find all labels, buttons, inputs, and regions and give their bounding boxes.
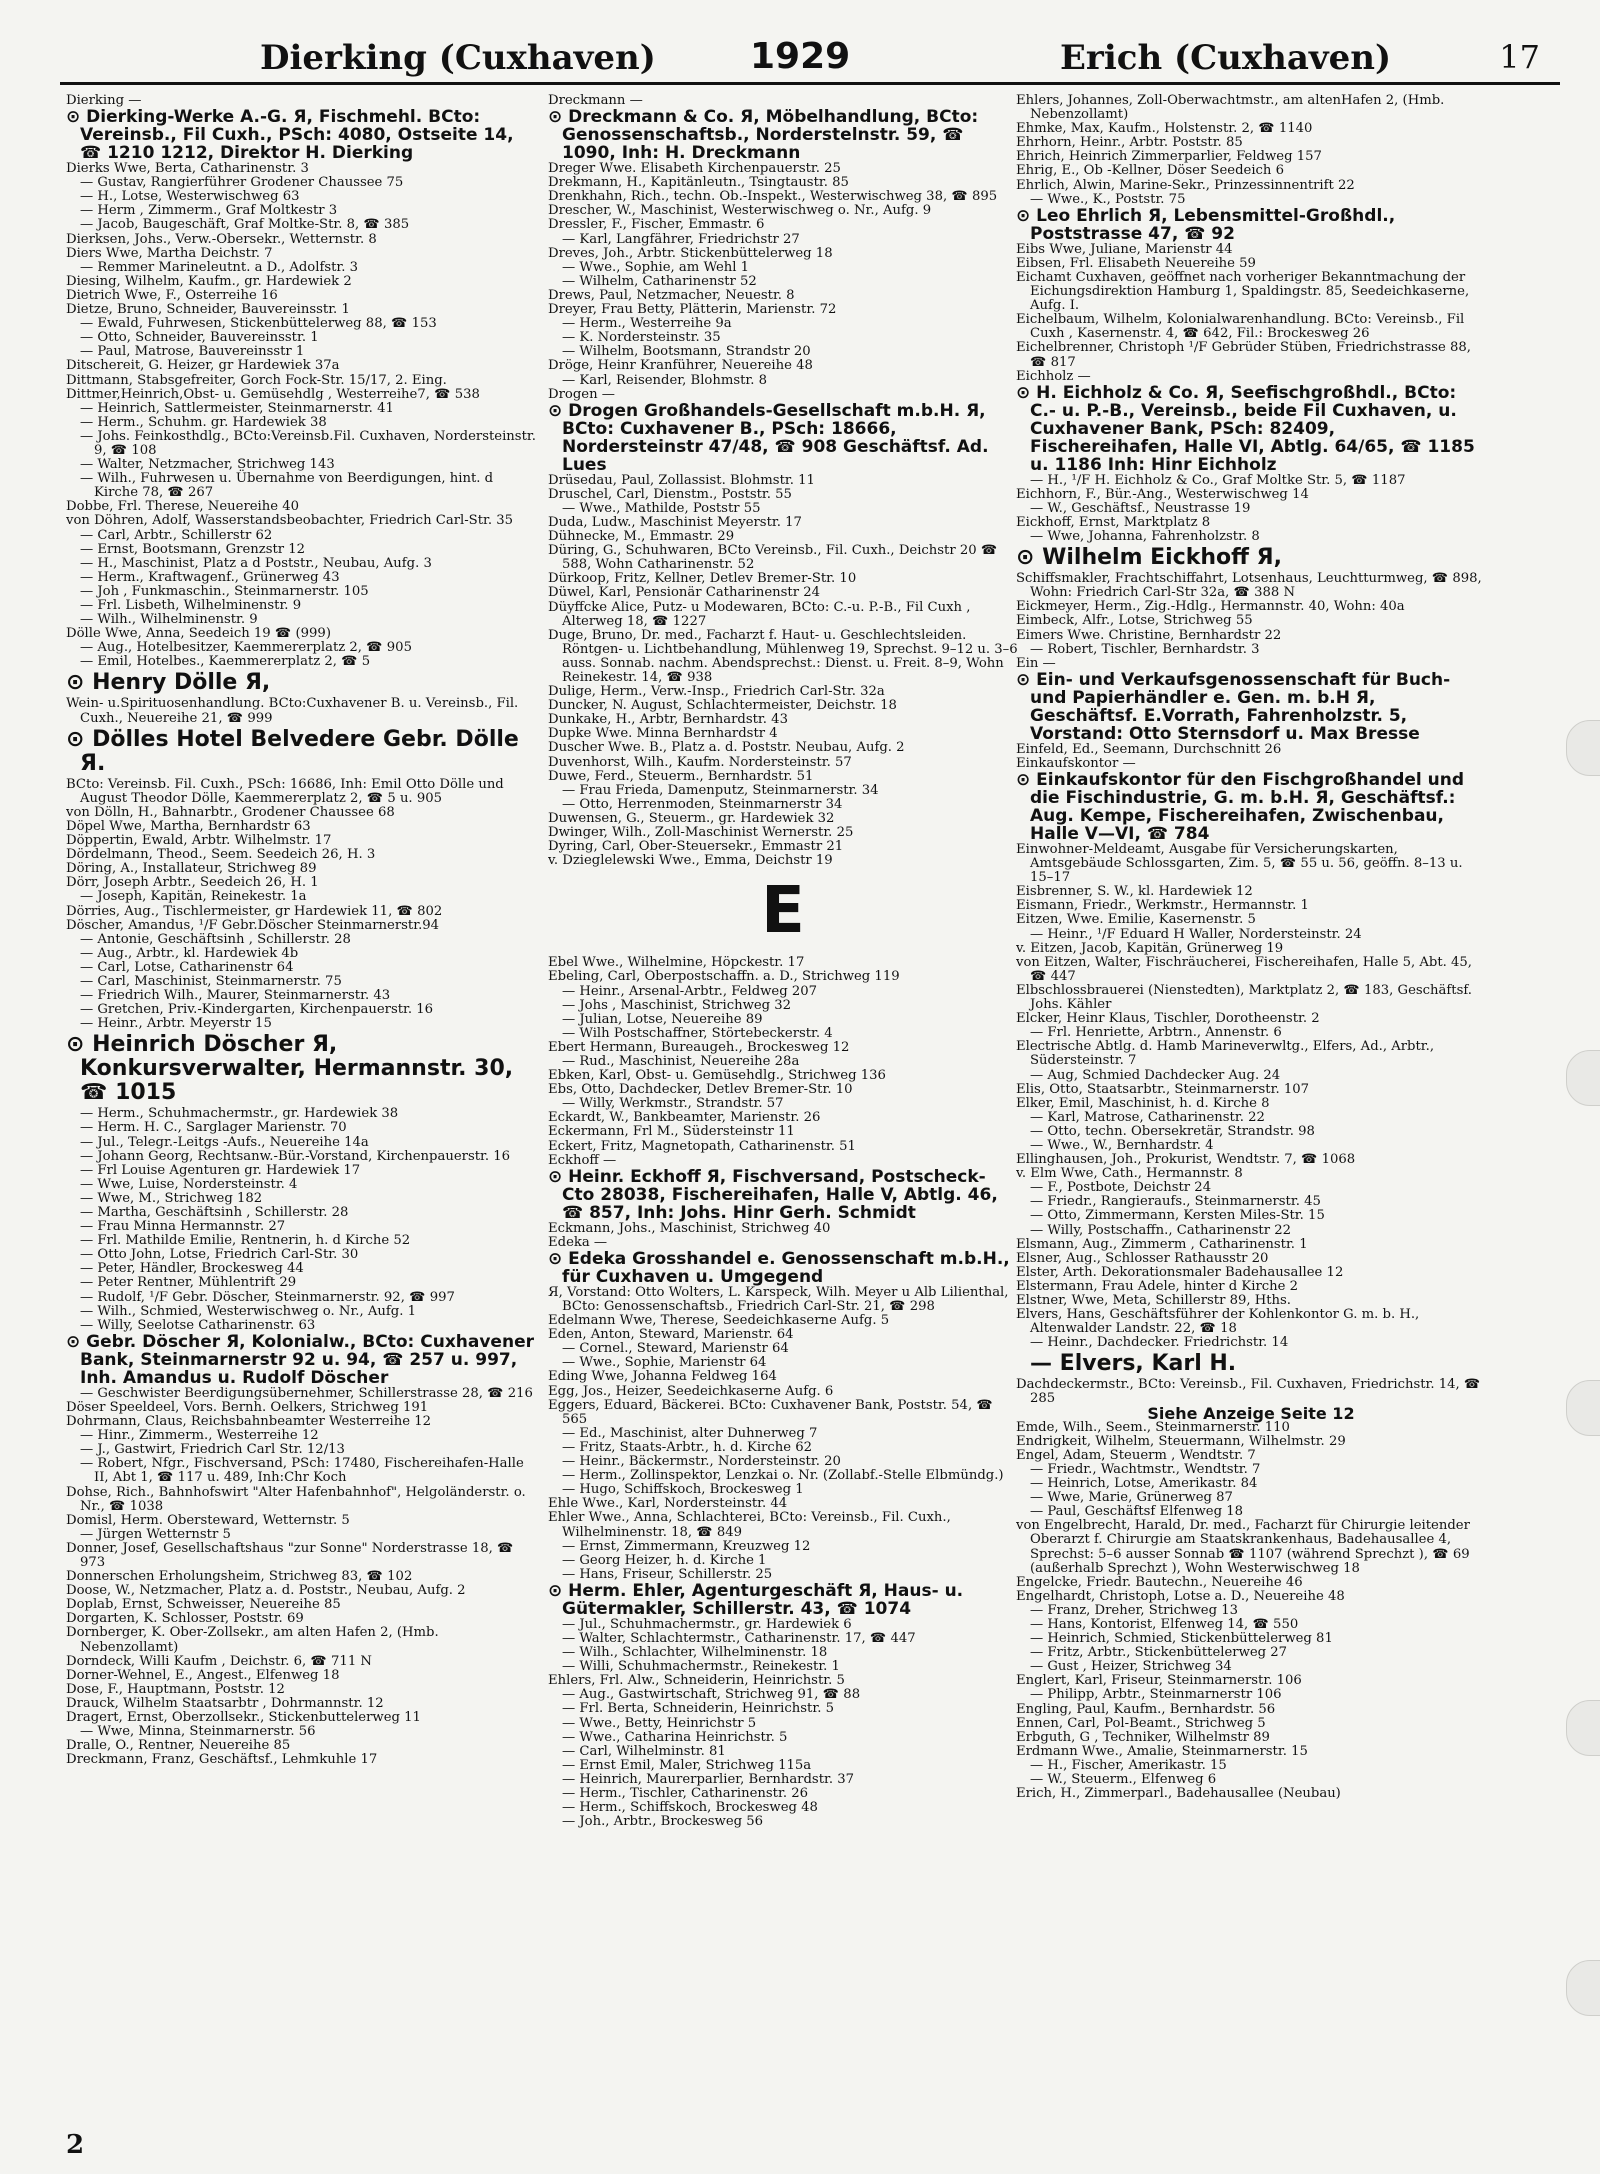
directory-entry: Dühnecke, M., Emmastr. 29 xyxy=(548,529,735,545)
directory-entry: — Carl, Lotse, Catharinenstr 64 xyxy=(80,959,294,975)
directory-entry: Ehmke, Max, Kaufm., Holstenstr. 2, ☎ 1140 xyxy=(1016,121,1313,137)
directory-entry: — Wwe, Johanna, Fahrenholzstr. 8 xyxy=(1030,529,1260,545)
directory-entry: Drauck, Wilhelm Staatsarbtr , Dohrmannstr. 12 xyxy=(66,1695,384,1711)
directory-entry: Dorgarten, K. Schlosser, Poststr. 69 xyxy=(66,1611,304,1627)
directory-entry: — Frl. Berta, Schneiderin, Heinrichstr. 5 xyxy=(562,1701,834,1717)
directory-entry: ⊙ Ein- und Verkaufsgenossenschaft für Buch- und Papierhändler e. Gen. m. b.H Я, Geschäftsf. E.Vorrath, Fahrenholzstr. 5, Vorstand: Otto Sternsdorf u. Max Bresse xyxy=(1016,669,1451,744)
directory-entry: — Fritz, Arbtr., Stickenbüttelerweg 27 xyxy=(1030,1645,1288,1661)
directory-entry: Doplab, Ernst, Schweisser, Neuereihe 85 xyxy=(66,1597,341,1613)
directory-entry: Eitzen, Wwe. Emilie, Kasernenstr. 5 xyxy=(1016,912,1256,928)
directory-entry: — Willi, Schuhmachermstr., Reinekestr. 1 xyxy=(562,1659,840,1675)
directory-entry: — Friedrich Wilh., Maurer, Steinmarnerstr. 43 xyxy=(80,988,391,1004)
directory-entry: — Aug., Gastwirtschaft, Strichweg 91, ☎ 88 xyxy=(562,1687,861,1703)
directory-entry: — Philipp, Arbtr., Steinmarnerstr 106 xyxy=(1030,1687,1282,1703)
directory-entry: Dörr, Joseph Arbtr., Seedeich 26, H. 1 xyxy=(66,875,319,891)
directory-entry: Eickhoff, Ernst, Marktplatz 8 xyxy=(1016,514,1211,530)
directory-entry: — Karl, Langfährer, Friedrichstr 27 xyxy=(562,231,800,247)
directory-entry: — Carl, Arbtr., Schillerstr 62 xyxy=(80,527,273,543)
page-number: 17 xyxy=(1499,38,1540,76)
directory-entry: — Wwe, Luise, Nordersteinstr. 4 xyxy=(80,1176,298,1192)
directory-entry: — H., ¹/F H. Eichholz & Co., Graf Moltke Str. 5, ☎ 1187 xyxy=(1030,472,1406,488)
directory-entry: — Ewald, Fuhrwesen, Stickenbüttelerweg 88, ☎ 153 xyxy=(80,316,437,332)
directory-entry: — Heinrich, Maurerparlier, Bernhardstr. 37 xyxy=(562,1771,855,1787)
directory-entry: — Peter, Händler, Brockesweg 44 xyxy=(80,1261,304,1277)
directory-entry: Dornberger, K. Ober-Zollsekr., am alten Hafen 2, (Hmb. Nebenzollamt) xyxy=(66,1625,439,1655)
directory-entry: ⊙ Herm. Ehler, Agenturgeschäft Я, Haus- u. Gütermakler, Schillerstr. 43, ☎ 1074 xyxy=(548,1580,964,1619)
directory-entry: — Herm., Zollinspektor, Lenzkai o. Nr. (Zollabf.-Stelle Elbmündg.) xyxy=(562,1468,1004,1484)
directory-entry: Ebeling, Carl, Oberpostschaffn. a. D., Strichweg 119 xyxy=(548,969,900,985)
directory-entry: — Wwe., Mathilde, Poststr 55 xyxy=(562,500,761,516)
directory-entry: — Paul, Geschäftsf Elfenweg 18 xyxy=(1030,1504,1244,1520)
directory-entry: Dörries, Aug., Tischlermeister, gr Hardewiek 11, ☎ 802 xyxy=(66,903,443,919)
directory-entry: — Franz, Dreher, Strichweg 13 xyxy=(1030,1602,1238,1618)
directory-entry: — Peter Rentner, Mühlentrift 29 xyxy=(80,1275,297,1291)
directory-entry: Eichelbaum, Wilhelm, Kolonialwarenhandlung. BCto: Vereinsb., Fil Cuxh , Kasernenstr. 4, ☎ 642, Fil.: Brockesweg 26 xyxy=(1016,312,1465,342)
directory-entry: — Herm., Westerreihe 9a xyxy=(562,316,732,332)
directory-entry: — Fritz, Staats-Arbtr., h. d. Kirche 62 xyxy=(562,1439,812,1455)
directory-entry: Drekmann, H., Kapitänleutn., Tsingtaustr. 85 xyxy=(548,175,849,191)
directory-entry: Dohse, Rich., Bahnhofswirt "Alter Hafenbahnhof", Helgoländerstr. o. Nr., ☎ 1038 xyxy=(66,1484,526,1514)
directory-entry: — Wilhelm, Catharinenstr 52 xyxy=(562,273,757,289)
directory-entry: — Otto, Zimmermann, Kersten Miles-Str. 15 xyxy=(1030,1208,1325,1224)
directory-entry: — Herm. H. C., Sarglager Marienstr. 70 xyxy=(80,1120,347,1136)
directory-entry: — Karl, Reisender, Blohmstr. 8 xyxy=(562,372,768,388)
directory-entry: — Aug., Arbtr., kl. Hardewiek 4b xyxy=(80,945,299,961)
directory-entry: Eckmann, Johs., Maschinist, Strichweg 40 xyxy=(548,1220,831,1236)
directory-entry: — Heinrich, Schmied, Stickenbüttelerweg 81 xyxy=(1030,1631,1333,1647)
directory-entry: Döser Speeldeel, Vors. Bernh. Oelkers, Strichweg 191 xyxy=(66,1399,429,1415)
directory-entry: Elis, Otto, Staatsarbtr., Steinmarnerstr. 107 xyxy=(1016,1081,1310,1097)
directory-entry: — Heinrich, Sattlermeister, Steinmarnerstr. 41 xyxy=(80,400,394,416)
directory-entry: ⊙ Gebr. Döscher Я, Kolonialw., BCto: Cuxhavener Bank, Steinmarnerstr 92 u. 94, ☎ 257 u. 997, Inh. Amandus u. Rudolf Döscher xyxy=(66,1331,534,1388)
directory-entry: — Herm., Schuhmachermstr., gr. Hardewiek 38 xyxy=(80,1106,399,1122)
directory-entry: — Frau Minna Hermannstr. 27 xyxy=(80,1219,286,1235)
directory-entry: Eckert, Fritz, Magnetopath, Catharinenstr. 51 xyxy=(548,1138,856,1154)
directory-entry: v. Dzieglelewski Wwe., Emma, Deichstr 19 xyxy=(548,853,833,869)
directory-entry: — Wwe, Marie, Grünerweg 87 xyxy=(1030,1490,1233,1506)
directory-entry: Düring, G., Schuhwaren, BCto Vereinsb., Fil. Cuxh., Deichstr 20 ☎ 588, Wohn Catharinenstr. 52 xyxy=(548,543,998,573)
directory-entry: — Otto, Schneider, Bauvereinsstr. 1 xyxy=(80,330,319,346)
directory-entry: Duwensen, G., Steuerm., gr. Hardewiek 32 xyxy=(548,810,835,826)
directory-entry: — Wilh., Schlachter, Wilhelminenstr. 18 xyxy=(562,1645,828,1661)
directory-entry: Ebken, Karl, Obst- u. Gemüsehdlg., Strichweg 136 xyxy=(548,1068,886,1084)
directory-entry: Eichhorn, F., Bür.-Ang., Westerwischweg 14 xyxy=(1016,486,1309,502)
directory-entry: — Ernst, Zimmermann, Kreuzweg 12 xyxy=(562,1538,811,1554)
directory-entry: Ebel Wwe., Wilhelmine, Höpckestr. 17 xyxy=(548,955,805,971)
directory-entry: — Antonie, Geschäftsinh , Schillerstr. 28 xyxy=(80,931,351,947)
directory-entry: Döscher, Amandus, ¹/F Gebr.Döscher Steinmarnerstr.94 xyxy=(66,917,440,933)
directory-entry: — Emil, Hotelbes., Kaemmererplatz 2, ☎ 5 xyxy=(80,654,371,670)
directory-entry: Einkaufskontor — xyxy=(1016,755,1136,771)
directory-entry: Drescher, W., Maschinist, Westerwischweg o. Nr., Aufg. 9 xyxy=(548,203,932,219)
directory-entry: Dragert, Ernst, Oberzollsekr., Stickenbuttelerweg 11 xyxy=(66,1710,421,1725)
directory-entry: — Hugo, Schiffskoch, Brockesweg 1 xyxy=(562,1482,804,1498)
directory-entry: Düyffcke Alice, Putz- u Modewaren, BCto: C.-u. P.-B., Fil Cuxh , Alterweg 18, ☎ 1227 xyxy=(548,599,971,629)
directory-entry: — Wilh., Wilhelminenstr. 9 xyxy=(80,612,258,628)
directory-entry: Ebs, Otto, Dachdecker, Detlev Bremer-Str. 10 xyxy=(548,1082,853,1098)
directory-entry: Ehle Wwe., Karl, Nordersteinstr. 44 xyxy=(548,1496,788,1512)
header-right-keyword: Erich (Cuxhaven) xyxy=(1060,38,1392,78)
directory-entry: BCto: Vereinsb. Fil. Cuxh., PSch: 16686, Inh: Emil Otto Dölle und August Theodor Dölle, Kaemmererplatz 2, ☎ 5 u. 905 xyxy=(66,776,504,806)
directory-entry: — J., Gastwirt, Friedrich Carl Str. 12/13 xyxy=(80,1442,345,1458)
directory-entry: Duge, Bruno, Dr. med., Facharzt f. Haut- u. Geschlechtsleiden. Röntgen- u. Lichtbehandlung, Mühlenweg 19, Sprechst. 9–12 u. 3–6 auss. Sonnab. nachm. Abendsprechst.: Dienst. u. Freit. 8–9, Wohn Reinekestr. 14, ☎ 938 xyxy=(548,627,1018,685)
directory-entry: Dressler, F., Fischer, Emmastr. 6 xyxy=(548,217,765,233)
directory-entry: Drenkhahn, Rich., techn. Ob.-Inspekt., Westerwischweg 38, ☎ 895 xyxy=(548,189,998,205)
directory-entry: Elstner, Wwe, Meta, Schillerstr 89, Hths. xyxy=(1016,1293,1291,1308)
directory-entry: — Willy, Postschaffn., Catharinenstr 22 xyxy=(1030,1222,1291,1238)
directory-entry: — Herm., Schuhm. gr. Hardewiek 38 xyxy=(80,414,327,430)
directory-entry: Eibs Wwe, Juliane, Marienstr 44 xyxy=(1016,241,1233,257)
directory-entry: — Hans, Kontorist, Elfenweg 14, ☎ 550 xyxy=(1030,1616,1299,1632)
directory-entry: — W., Geschäftsf., Neustrasse 19 xyxy=(1030,500,1251,516)
directory-entry: — Wwe, M., Strichweg 182 xyxy=(80,1190,263,1206)
directory-entry: Diesing, Wilhelm, Kaufm., gr. Hardewiek 2 xyxy=(66,273,352,289)
directory-entry: von Döhren, Adolf, Wasserstandsbeobachter, Friedrich Carl-Str. 35 xyxy=(66,513,514,529)
directory-entry: Ennen, Carl, Pol-Beamt., Strichweg 5 xyxy=(1016,1715,1266,1731)
directory-entry: — Joh., Arbtr., Brockesweg 56 xyxy=(562,1814,764,1830)
directory-entry: Dunkake, H., Arbtr, Bernhardstr. 43 xyxy=(548,712,788,728)
directory-entry: Elcker, Heinr Klaus, Tischler, Dorotheenstr. 2 xyxy=(1016,1011,1320,1027)
directory-entry: — Cornel., Steward, Marienstr 64 xyxy=(562,1341,789,1357)
directory-entry: Duncker, N. August, Schlachtermeister, Deichstr. 18 xyxy=(548,698,897,714)
directory-entry: — Herm., Tischler, Catharinenstr. 26 xyxy=(562,1786,808,1801)
thumb-index-tab xyxy=(1566,1960,1600,2016)
directory-entry: Dachdeckermstr., BCto: Vereinsb., Fil. Cuxhaven, Friedrichstr. 14, ☎ 285 xyxy=(1016,1377,1481,1407)
directory-entry: — Willy, Seelotse Catharinenstr. 63 xyxy=(80,1317,316,1333)
directory-entry: Я, Vorstand: Otto Wolters, L. Karspeck, Wilh. Meyer u Alb Lilienthal, BCto: Genossenschaftsb., Friedrich Carl-Str. 21, ☎ 298 xyxy=(548,1284,1009,1314)
directory-entry: Einfeld, Ed., Seemann, Durchschnitt 26 xyxy=(1016,741,1282,757)
directory-entry: — Gretchen, Priv.-Kindergarten, Kirchenpauerstr. 16 xyxy=(80,1002,434,1018)
directory-entry: Englert, Karl, Friseur, Steinmarnerstr. 106 xyxy=(1016,1673,1302,1689)
directory-entry: Duda, Ludw., Maschinist Meyerstr. 17 xyxy=(548,514,802,530)
directory-entry: — Jul., Telegr.-Leitgs -Aufs., Neuereihe 14a xyxy=(80,1134,369,1150)
directory-entry: Duwe, Ferd., Steuerm., Bernhardstr. 51 xyxy=(548,768,814,784)
directory-entry: ⊙ Leo Ehrlich Я, Lebensmittel-Großhdl., Poststrasse 47, ☎ 92 xyxy=(1016,205,1396,244)
column-2 xyxy=(548,94,1018,2124)
directory-entry: Dobbe, Frl. Therese, Neuereihe 40 xyxy=(66,499,300,515)
directory-entry: Schiffsmakler, Frachtschiffahrt, Lotsenhaus, Leuchtturmweg, ☎ 898, Wohn: Friedrich Carl-Str 32a, ☎ 388 N xyxy=(1016,571,1482,601)
directory-entry: Eckardt, W., Bankbeamter, Marienstr. 26 xyxy=(548,1110,821,1126)
directory-entry: ⊙ Dierking-Werke A.-G. Я, Fischmehl. BCto: Vereinsb., Fil Cuxh., PSch: 4080, Ostseite 14, ☎ 1210 1212, Direktor H. Dierking xyxy=(66,107,514,164)
directory-entry: Dietze, Bruno, Schneider, Bauvereinsstr. 1 xyxy=(66,302,350,318)
directory-entry: Duscher Wwe. B., Platz a. d. Poststr. Neubau, Aufg. 2 xyxy=(548,740,905,756)
directory-entry: Dietrich Wwe, F., Osterreihe 16 xyxy=(66,287,278,303)
page-header xyxy=(60,30,1560,85)
directory-entry: Emde, Wilh., Seem., Steinmarnerstr. 110 xyxy=(1016,1419,1290,1435)
directory-entry: — Frl Louise Agenturen gr. Hardewiek 17 xyxy=(80,1162,361,1178)
thumb-index-tab xyxy=(1566,1050,1600,1106)
directory-entry: Dierksen, Johs., Verw.-Obersekr., Wetternstr. 8 xyxy=(66,231,377,247)
directory-entry: ⊙ Heinr. Eckhoff Я, Fischversand, Postscheck-Cto 28038, Fischereihafen, Halle V, Abtlg. 46, ☎ 857, Inh: Johs. Hinr Gerh. Schmidt xyxy=(548,1166,998,1223)
directory-entry: Elker, Emil, Maschinist, h. d. Kirche 8 xyxy=(1016,1095,1270,1111)
directory-entry: Elbschlossbrauerei (Nienstedten), Marktplatz 2, ☎ 183, Geschäftsf. Johs. Kähler xyxy=(1016,982,1472,1013)
directory-entry: — Ernst Emil, Maler, Strichweg 115a xyxy=(562,1757,812,1773)
directory-entry: — Wilhelm, Bootsmann, Strandstr 20 xyxy=(562,344,811,360)
directory-entry: Engling, Paul, Kaufm., Bernhardstr. 56 xyxy=(1016,1701,1276,1717)
directory-entry: Elstermann, Frau Adele, hinter d Kirche 2 xyxy=(1016,1278,1299,1294)
directory-entry: — Herm., Schiffskoch, Brockesweg 48 xyxy=(562,1800,818,1816)
directory-entry: — Robert, Tischler, Bernhardstr. 3 xyxy=(1030,641,1260,657)
directory-entry: v. Elm Wwe, Cath., Hermannstr. 8 xyxy=(1016,1166,1243,1182)
directory-entry: — Frl. Lisbeth, Wilhelminenstr. 9 xyxy=(80,598,302,613)
directory-entry: Dorner-Wehnel, E., Angest., Elfenweg 18 xyxy=(66,1667,340,1683)
directory-entry: — Carl, Maschinist, Steinmarnerstr. 75 xyxy=(80,973,342,989)
directory-entry: — H., Maschinist, Platz a d Poststr., Neubau, Aufg. 3 xyxy=(80,555,432,571)
directory-entry: — Gustav, Rangierführer Grodener Chaussee 75 xyxy=(80,175,404,191)
directory-entry: Edelmann Wwe, Therese, Seedeichkaserne Aufg. 5 xyxy=(548,1313,890,1329)
directory-entry: — Carl, Wilhelminstr. 81 xyxy=(562,1743,726,1759)
directory-entry: ⊙ H. Eichholz & Co. Я, Seefischgroßhdl., BCto: C.- u. P.-B., Vereinsb., beide Fil Cuxhaven, u. Cuxhavener Bank, PSch: 82409, Fischereihafen, Halle VI, Abtlg. 64/65, ☎ 1185 u. 1186 Inh: Hinr Eichholz xyxy=(1016,382,1475,475)
directory-entry: Ellinghausen, Joh., Prokurist, Wendtstr. 7, ☎ 1068 xyxy=(1016,1152,1356,1168)
directory-entry: — Remmer Marineleutnt. a D., Adolfstr. 3 xyxy=(80,259,359,275)
directory-entry: — Frau Frieda, Damenputz, Steinmarnerstr. 34 xyxy=(562,782,879,798)
directory-entry: — Jürgen Wetternstr 5 xyxy=(80,1526,231,1542)
directory-entry: Engel, Adam, Steuerm , Wendtstr. 7 xyxy=(1016,1447,1256,1463)
directory-entry: von Eitzen, Walter, Fischräucherei, Fischereihafen, Halle 5, Abt. 45, ☎ 447 xyxy=(1016,954,1472,984)
directory-entry: — Wwe., Catharina Heinrichstr. 5 xyxy=(562,1729,788,1745)
directory-entry: ⊙ Drogen Großhandels-Gesellschaft m.b.H. Я, BCto: Cuxhavener B., PSch: 18666, Nordersteinstr 47/48, ☎ 908 Geschäftsf. Ad. Lues xyxy=(548,400,989,475)
directory-entry: Eimbeck, Alfr., Lotse, Strichweg 55 xyxy=(1016,613,1253,629)
directory-entry: Elster, Arth. Dekorationsmaler Badehausallee 12 xyxy=(1016,1264,1344,1280)
directory-entry: — Aug, Schmied Dachdecker Aug. 24 xyxy=(1030,1067,1281,1083)
thumb-index-tab xyxy=(1566,720,1600,776)
directory-entry: — Walter, Netzmacher, Strichweg 143 xyxy=(80,457,335,473)
directory-entry: Eismann, Friedr., Werkmstr., Hermannstr. 1 xyxy=(1016,898,1309,914)
directory-entry: — Herm , Zimmerm., Graf Moltkestr 3 xyxy=(80,203,338,219)
directory-entry: — Joh , Funkmaschin., Steinmarnerstr. 105 xyxy=(80,583,369,599)
directory-entry: — Otto, techn. Obersekretär, Strandstr. 98 xyxy=(1030,1123,1315,1139)
directory-entry: Dördelmann, Theod., Seem. Seedeich 26, H. 3 xyxy=(66,847,376,863)
directory-entry: — Walter, Schlachtermstr., Catharinenstr. 17, ☎ 447 xyxy=(562,1630,916,1646)
directory-entry: Diers Wwe, Martha Deichstr. 7 xyxy=(66,245,273,261)
directory-entry: Ehlers, Frl. Alw., Schneiderin, Heinrichstr. 5 xyxy=(548,1673,845,1689)
directory-entry: Dölle Wwe, Anna, Seedeich 19 ☎ (999) xyxy=(66,626,331,642)
directory-entry: Endrigkeit, Wilhelm, Steuermann, Wilhelmstr. 29 xyxy=(1016,1433,1346,1449)
directory-entry: — Wwe., Sophie, am Wehl 1 xyxy=(562,259,750,275)
directory-entry: Eggers, Eduard, Bäckerei. BCto: Cuxhavener Bank, Poststr. 54, ☎ 565 xyxy=(548,1397,993,1427)
directory-entry: — Elvers, Karl H. xyxy=(1030,1351,1237,1377)
directory-entry: — Johann Georg, Rechtsanw.-Bür.-Vorstand, Kirchenpauerstr. 16 xyxy=(80,1148,511,1164)
directory-entry: ⊙ Edeka Grosshandel e. Genossenschaft m.b.H., für Cuxhaven u. Umgegend xyxy=(548,1248,1010,1287)
directory-entry: Dittmer,Heinrich,Obst- u. Gemüsehdlg , Westerreihe7, ☎ 538 xyxy=(66,386,480,402)
header-left-keyword: Dierking (Cuxhaven) xyxy=(260,38,656,78)
directory-entry: Dralle, O., Rentner, Neuereihe 85 xyxy=(66,1738,291,1754)
directory-entry: — Rud., Maschinist, Neuereihe 28a xyxy=(562,1053,800,1069)
directory-entry: — F., Postbote, Deichstr 24 xyxy=(1030,1180,1212,1196)
directory-entry: Drogen — xyxy=(548,386,615,402)
directory-entry: Döppertin, Ewald, Arbtr. Wilhelmstr. 17 xyxy=(66,833,332,849)
directory-entry: Dittmann, Stabsgefreiter, Gorch Fock-Str. 15/17, 2. Eing. xyxy=(66,372,447,388)
directory-entry: Eden, Anton, Steward, Marienstr. 64 xyxy=(548,1327,794,1343)
column-3 xyxy=(1016,94,1486,2124)
directory-entry: — Hinr., Zimmerm., Westerreihe 12 xyxy=(80,1428,319,1444)
directory-entry: Edeka — xyxy=(548,1234,608,1250)
directory-entry: — Joseph, Kapitän, Reinekestr. 1a xyxy=(80,889,307,905)
directory-entry: — Heinr., Bäckermstr., Nordersteinstr. 20 xyxy=(562,1454,841,1470)
directory-entry: Eichelbrenner, Christoph ¹/F Gebrüder Stüben, Friedrichstrasse 88, ☎ 817 xyxy=(1016,340,1471,370)
directory-entry: — Friedr., Wachtmstr., Wendtstr. 7 xyxy=(1030,1461,1261,1477)
directory-entry: — Wwe., Sophie, Marienstr 64 xyxy=(562,1355,767,1371)
directory-entry: Dreckmann, Franz, Geschäftsf., Lehmkuhle 17 xyxy=(66,1752,378,1768)
directory-entry: Erich, H., Zimmerparl., Badehausallee (Neubau) xyxy=(1016,1786,1341,1802)
directory-entry: Engelhardt, Christoph, Lotse a. D., Neuereihe 48 xyxy=(1016,1588,1345,1604)
directory-entry: Eichholz — xyxy=(1016,368,1091,384)
directory-entry: Dürkoop, Fritz, Kellner, Detlev Bremer-Str. 10 xyxy=(548,571,857,587)
directory-entry: Erdmann Wwe., Amalie, Steinmarnerstr. 15 xyxy=(1016,1743,1308,1759)
directory-entry: Drews, Paul, Netzmacher, Neuestr. 8 xyxy=(548,287,795,303)
directory-entry: v. Eitzen, Jacob, Kapitän, Grünerweg 19 xyxy=(1016,940,1284,956)
directory-entry: — Hans, Friseur, Schillerstr. 25 xyxy=(562,1566,773,1582)
directory-entry: Dulige, Herm., Verw.-Insp., Friedrich Carl-Str. 32a xyxy=(548,684,885,700)
directory-entry: — Robert, Nfgr., Fischversand, PSch: 17480, Fischereihafen-Halle II, Abt 1, ☎ 117 u. 489, Inh:Chr Koch xyxy=(80,1456,524,1486)
directory-entry: Döpel Wwe, Martha, Bernhardstr 63 xyxy=(66,818,311,834)
directory-entry: Elvers, Hans, Geschäftsführer der Kohlenkontor G. m. b. H., Altenwalder Landstr. 22, ☎ 18 xyxy=(1016,1307,1420,1337)
directory-entry: — Heinr., Arsenal-Arbtr., Feldweg 207 xyxy=(562,983,818,999)
directory-entry: — Heinr., Dachdecker. Friedrichstr. 14 xyxy=(1030,1335,1289,1351)
directory-entry: Ehrlich, Alwin, Marine-Sekr., Prinzessinnentrift 22 xyxy=(1016,177,1355,193)
directory-entry: — Wwe., W., Bernhardstr. 4 xyxy=(1030,1137,1214,1153)
directory-entry: — Gust , Heizer, Strichweg 34 xyxy=(1030,1659,1232,1675)
directory-entry: — Rudolf, ¹/F Gebr. Döscher, Steinmarnerstr. 92, ☎ 997 xyxy=(80,1289,455,1305)
directory-entry: Dierking — xyxy=(66,94,142,108)
directory-entry: — Heinrich, Lotse, Amerikastr. 84 xyxy=(1030,1476,1258,1492)
directory-entry: Eding Wwe, Johanna Feldweg 164 xyxy=(548,1369,777,1385)
directory-entry: Dierks Wwe, Berta, Catharinenstr. 3 xyxy=(66,161,309,177)
directory-entry: Dose, F., Hauptmann, Poststr. 12 xyxy=(66,1681,285,1697)
directory-entry: — H., Lotse, Westerwischweg 63 xyxy=(80,189,300,205)
directory-entry: Ehrich, Heinrich Zimmerparlier, Feldweg 157 xyxy=(1016,149,1322,165)
directory-entry: — Wwe., K., Poststr. 75 xyxy=(1030,191,1186,207)
directory-entry: Dreves, Joh., Arbtr. Stickenbüttelerweg 18 xyxy=(548,245,833,261)
directory-entry: Einwohner-Meldeamt, Ausgabe für Versicherungskarten, Amtsgebäude Schlossgarten, Zim. 5, ☎ 55 u. 56, geöffn. 8–13 u. 15–17 xyxy=(1016,842,1463,886)
directory-entry: — Geschwister Beerdigungsübernehmer, Schillerstrasse 28, ☎ 216 xyxy=(80,1385,533,1401)
directory-entry: Eimers Wwe. Christine, Bernhardstr 22 xyxy=(1016,627,1282,643)
directory-entry: — H., Fischer, Amerikastr. 15 xyxy=(1030,1757,1227,1773)
directory-entry: — Ed., Maschinist, alter Duhnerweg 7 xyxy=(562,1425,818,1441)
directory-entry: Elsner, Aug., Schlosser Rathausstr 20 xyxy=(1016,1250,1269,1266)
directory-entry: ⊙ Dölles Hotel Belvedere Gebr. Dölle Я. xyxy=(66,726,519,776)
directory-entry: Wein- u.Spirituosenhandlung. BCto:Cuxhavener B. u. Vereinsb., Fil. Cuxh., Neuereihe 21, ☎ 999 xyxy=(66,696,519,726)
directory-entry: Eisbrenner, S. W., kl. Hardewiek 12 xyxy=(1016,884,1253,900)
directory-entry: Döring, A., Installateur, Strichweg 89 xyxy=(66,861,317,877)
directory-entry: Donner, Josef, Gesellschaftshaus "zur Sonne" Norderstrasse 18, ☎ 973 xyxy=(66,1540,514,1570)
directory-entry: Dreyer, Frau Betty, Plätterin, Marienstr. 72 xyxy=(548,302,837,318)
directory-entry: Elsmann, Aug., Zimmerm , Catharinenstr. 1 xyxy=(1016,1236,1308,1252)
directory-entry: — Otto, Herrenmoden, Steinmarnerstr 34 xyxy=(562,796,843,812)
directory-entry: Düwel, Karl, Pensionär Catharinenstr 24 xyxy=(548,585,820,601)
directory-entry: — Heinr., ¹/F Eduard H Waller, Nordersteinstr. 24 xyxy=(1030,926,1362,942)
directory-entry: — Wwe., Betty, Heinrichstr 5 xyxy=(562,1715,757,1731)
directory-entry: Eckhoff — xyxy=(548,1152,617,1168)
directory-entry: — K. Nordersteinstr. 35 xyxy=(562,330,721,346)
directory-entry: — Martha, Geschäftsinh , Schillerstr. 28 xyxy=(80,1205,349,1220)
directory-entry: ⊙ Henry Dölle Я, xyxy=(66,670,271,696)
directory-entry: — Johs. Feinkosthdlg., BCto:Vereinsb.Fil. Cuxhaven, Nordersteinstr. 9, ☎ 108 xyxy=(80,428,536,458)
footer-mark: 2 xyxy=(66,2130,85,2160)
directory-entry: — Wilh Postschaffner, Störtebeckerstr. 4 xyxy=(562,1025,833,1041)
directory-entry: Engelcke, Friedr. Bautechn., Neuereihe 46 xyxy=(1016,1574,1303,1590)
directory-entry: — Frl. Henriette, Arbtrn., Annenstr. 6 xyxy=(1030,1025,1282,1041)
directory-entry: Dorndeck, Willi Kaufm , Deichstr. 6, ☎ 711 N xyxy=(66,1653,372,1669)
directory-entry: — Ernst, Bootsmann, Grenzstr 12 xyxy=(80,541,306,557)
directory-entry: — Georg Heizer, h. d. Kirche 1 xyxy=(562,1552,767,1568)
directory-entry: von Dölln, H., Bahnarbtr., Grodener Chaussee 68 xyxy=(66,804,395,820)
directory-entry: von Engelbrecht, Harald, Dr. med., Facharzt für Chirurgie leitender Oberarzt f. Chirurgie am Staatskrankenhaus, Badehausallee 4, Sprechst: 5–6 ausser Sonnab ☎ 1107 (während Sprechzt ), ☎ 69 (außerhalb Sprechzt ), Wohn Westerwischweg 18 xyxy=(1016,1518,1470,1576)
directory-entry: Dwinger, Wilh., Zoll-Maschinist Wernerstr. 25 xyxy=(548,825,854,841)
directory-entry: Druschel, Carl, Dienstm., Poststr. 55 xyxy=(548,486,792,502)
directory-entry: Eickmeyer, Herm., Zig.-Hdlg., Hermannstr. 40, Wohn: 40a xyxy=(1016,599,1405,615)
directory-entry: Dreckmann — xyxy=(548,94,643,108)
directory-entry: — Willy, Werkmstr., Strandstr. 57 xyxy=(562,1096,784,1112)
directory-entry: — Wwe, Minna, Steinmarnerstr. 56 xyxy=(80,1724,316,1740)
directory-entry: — Johs , Maschinist, Strichweg 32 xyxy=(562,997,792,1013)
directory-entry: Ehler Wwe., Anna, Schlachterei, BCto: Vereinsb., Fil. Cuxh., Wilhelminenstr. 18, ☎ 849 xyxy=(548,1510,951,1540)
directory-entry: — Jacob, Baugeschäft, Graf Moltke-Str. 8, ☎ 385 xyxy=(80,217,410,233)
directory-entry: Ehrig, E., Ob -Kellner, Döser Seedeich 6 xyxy=(1016,163,1284,179)
directory-entry: — Herm., Kraftwagenf., Grünerweg 43 xyxy=(80,569,340,585)
directory-entry: Ein — xyxy=(1016,655,1056,671)
directory-entry: — Wilh., Schmied, Westerwischweg o. Nr., Aufg. 1 xyxy=(80,1303,416,1319)
directory-entry: Ehlers, Johannes, Zoll-Oberwachtmstr., am altenHafen 2, (Hmb. Nebenzollamt) xyxy=(1016,94,1445,123)
directory-entry: Erbguth, G , Techniker, Wilhelmstr 89 xyxy=(1016,1729,1270,1745)
directory-entry: — Frl. Mathilde Emilie, Rentnerin, h. d Kirche 52 xyxy=(80,1233,411,1249)
directory-entry: Ebert Hermann, Bureaugeh., Brockesweg 12 xyxy=(548,1039,850,1055)
directory-entry: ⊙ Dreckmann & Co. Я, Möbelhandlung, BCto: Genossenschaftsb., Norderstelnstr. 59, ☎ 1090, Inh: H. Dreckmann xyxy=(548,107,979,164)
directory-entry: Siehe Anzeige Seite 12 xyxy=(1147,1403,1355,1423)
directory-entry: — Heinr., Arbtr. Meyerstr 15 xyxy=(80,1016,272,1032)
directory-entry: Eckermann, Frl M., Südersteinstr 11 xyxy=(548,1124,795,1140)
directory-entry: ⊙ Heinrich Döscher Я, Konkursverwalter, Hermannstr. 30, ☎ 1015 xyxy=(66,1032,514,1106)
directory-entry: — Julian, Lotse, Neuereihe 89 xyxy=(562,1011,763,1027)
header-year: 1929 xyxy=(750,36,851,77)
column-1 xyxy=(66,94,536,2124)
directory-entry: Ditschereit, G. Heizer, gr Hardewiek 37a xyxy=(66,358,340,374)
directory-entry: — Paul, Matrose, Bauvereinsstr 1 xyxy=(80,344,305,360)
directory-entry: Duvenhorst, Wilh., Kaufm. Nordersteinstr. 57 xyxy=(548,754,852,770)
directory-entry: Drüsedau, Paul, Zollassist. Blohmstr. 11 xyxy=(548,472,815,488)
directory-entry: Ehrhorn, Heinr., Arbtr. Poststr. 85 xyxy=(1016,135,1243,151)
directory-entry: Dreger Wwe. Elisabeth Kirchenpauerstr. 25 xyxy=(548,161,841,177)
directory-entry: Domisl, Herm. Obersteward, Wetternstr. 5 xyxy=(66,1512,350,1528)
directory-entry: Eibsen, Frl. Elisabeth Neuereihe 59 xyxy=(1016,255,1256,271)
directory-entry: — Friedr., Rangieraufs., Steinmarnerstr. 45 xyxy=(1030,1194,1321,1210)
directory-entry: Donnerschen Erholungsheim, Strichweg 83, ☎ 102 xyxy=(66,1569,413,1585)
section-letter: E xyxy=(761,874,805,949)
thumb-index-tab xyxy=(1566,1380,1600,1436)
directory-entry: — Wilh., Fuhrwesen u. Übernahme von Beerdigungen, hint. d Kirche 78, ☎ 267 xyxy=(80,471,494,501)
directory-entry: ⊙ Einkaufskontor für den Fischgroßhandel und die Fischindustrie, G. m. b.H. Я, Geschäftsf.: Aug. Kempe, Fischereihafen, Zwischenbau, Halle V—VI, ☎ 784 xyxy=(1016,770,1465,844)
directory-entry: — Karl, Matrose, Catharinenstr. 22 xyxy=(1030,1109,1265,1125)
directory-entry: ⊙ Wilhelm Eickhoff Я, xyxy=(1016,545,1282,571)
directory-entry: — Aug., Hotelbesitzer, Kaemmererplatz 2, ☎ 905 xyxy=(80,640,412,656)
directory-entry: Dyring, Carl, Ober-Steuersekr., Emmastr 21 xyxy=(548,839,844,855)
directory-entry: Dröge, Heinr Kranführer, Neuereihe 48 xyxy=(548,358,813,374)
directory-entry: Dupke Wwe. Minna Bernhardstr 4 xyxy=(548,726,778,742)
directory-entry: Dohrmann, Claus, Reichsbahnbeamter Westerreihe 12 xyxy=(66,1414,432,1430)
directory-entry: — W., Steuerm., Elfenweg 6 xyxy=(1030,1772,1217,1787)
directory-entry: Eichamt Cuxhaven, geöffnet nach vorheriger Bekanntmachung der Eichungsdirektion Hamburg 1, Spaldingstr. 85, Seedeichkaserne, Aufg. I. xyxy=(1016,269,1470,314)
directory-entry: Egg, Jos., Heizer, Seedeichkaserne Aufg. 6 xyxy=(548,1383,834,1399)
directory-entry: — Otto John, Lotse, Friedrich Carl-Str. 30 xyxy=(80,1247,359,1263)
directory-entry: — Jul., Schuhmachermstr., gr. Hardewiek 6 xyxy=(562,1616,852,1632)
directory-entry: Electrische Abtlg. d. Hamb Marineverwltg., Elfers, Ad., Arbtr., Südersteinstr. 7 xyxy=(1016,1039,1435,1069)
directory-entry: Doose, W., Netzmacher, Platz a. d. Poststr., Neubau, Aufg. 2 xyxy=(66,1583,466,1599)
thumb-index-tab xyxy=(1566,1700,1600,1756)
